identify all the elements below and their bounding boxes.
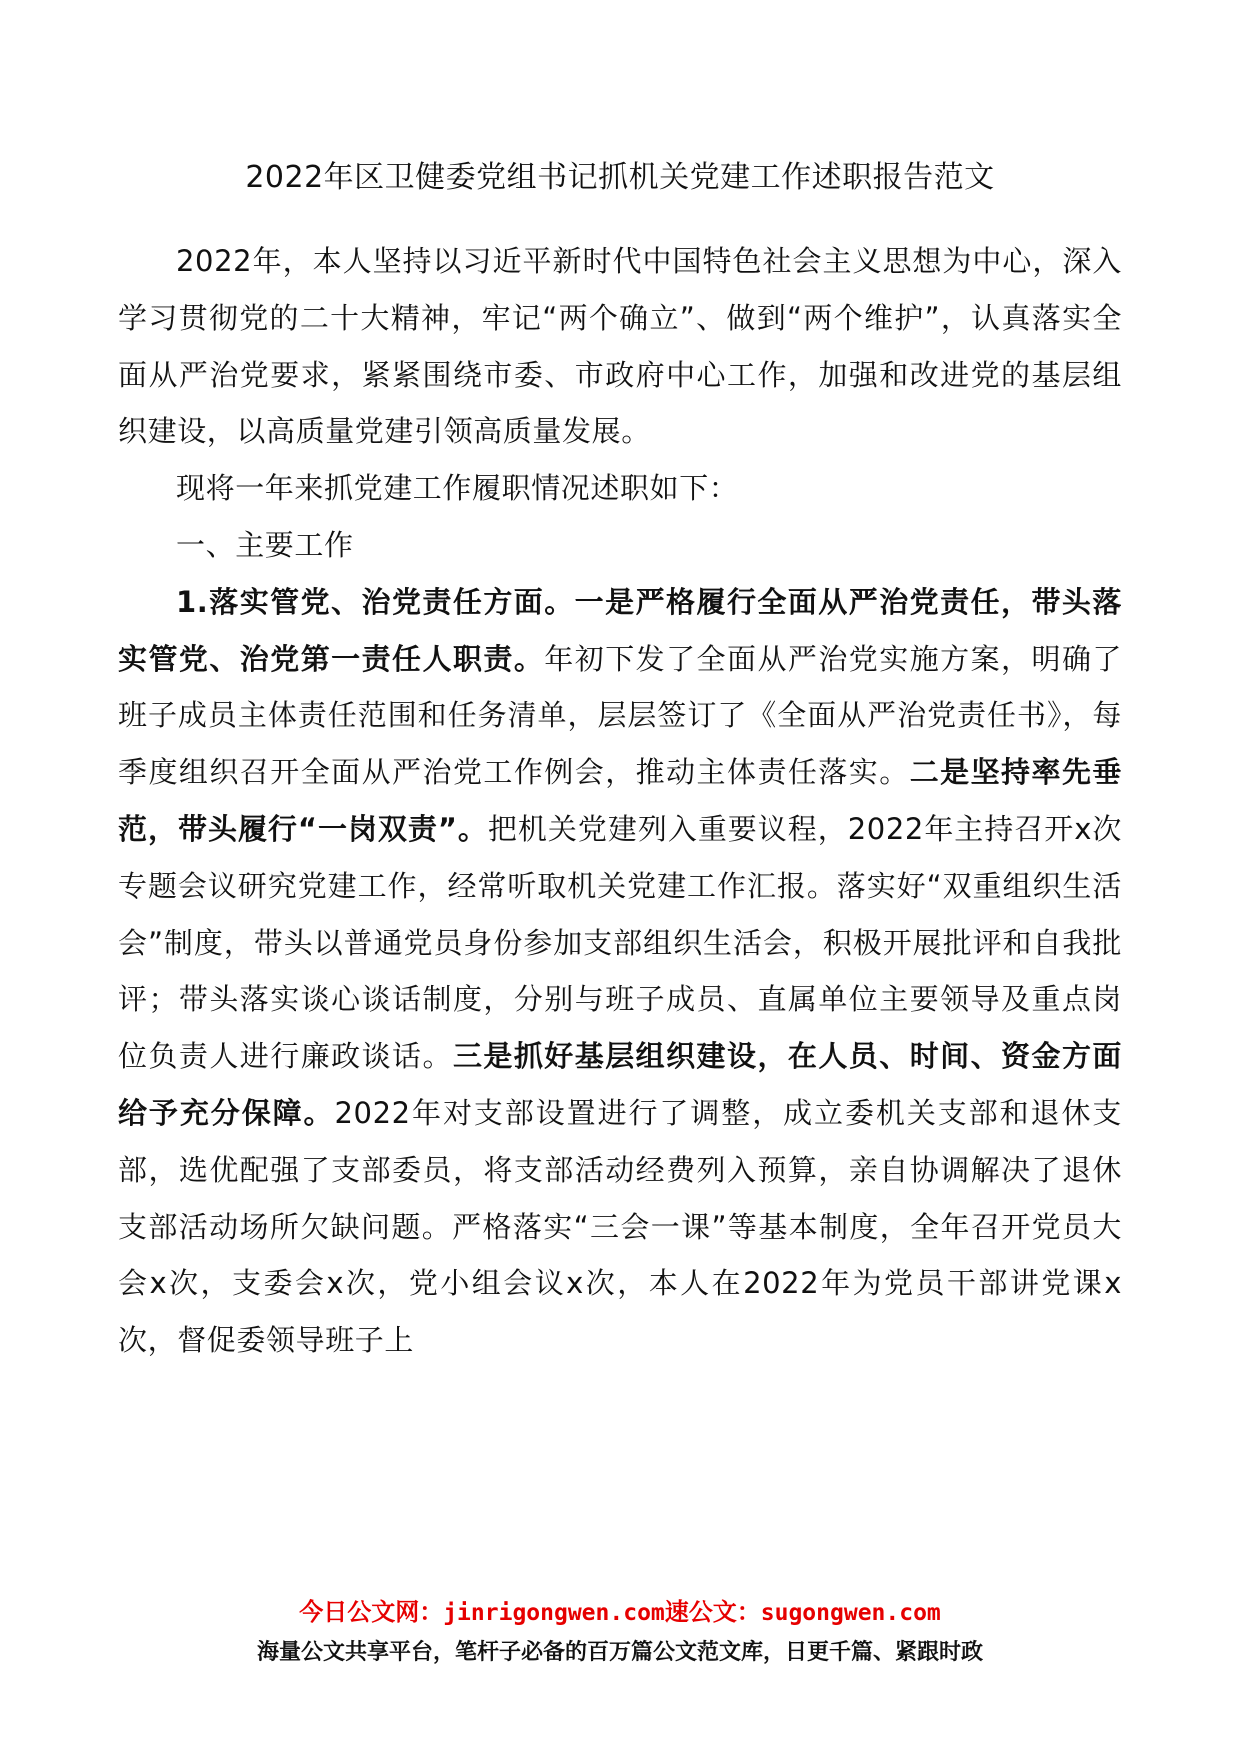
item-1-text-b: 把机关党建列入重要议程，2022年主持召开x次专题会议研究党建工作，经常听取机关党建工作汇报。落实好“双重组织生活会”制度，带头以普通党员身份参加支部组织生活会，积极开展批评和自我批评；带头落实谈心谈话制度，分别与班子成员、直属单位主要领导及重点岗位负责人进行廉政谈话。 [118,811,1122,1074]
document-title: 2022年区卫健委党组书记抓机关党建工作述职报告范文 [245,160,995,195]
section-heading: 一、主要工作 [176,527,354,562]
document-body [118,233,1122,1369]
item-1-bold-third: 三是抓好基层组织建设，在人员、时间、资金方面给予充分保障。 [118,1039,1122,1130]
site1-name: 今日公文网： [299,1598,444,1626]
site2-url-link[interactable]: sugongwen.com [760,1600,941,1626]
footer-slogan: 海量公文共享平台，笔杆子必备的百万篇公文范文库，日更千篇、紧跟时政 [256,1640,983,1665]
site1-url-link[interactable]: jinrigongwen.com [443,1600,665,1626]
footer-site-links [0,1596,1240,1629]
intro-paragraph: 2022年，本人坚持以习近平新时代中国特色社会主义思想为中心，深入学习贯彻党的二十大精神，牢记“两个确立”、做到“两个维护”，认真落实全面从严治党要求，紧紧围绕市委、市政府中心工作，加强和改进党的基层组织建设，以高质量党建引领高质量发展。 [118,244,1122,449]
item-1-text-c: 2022年对支部设置进行了调整，成立委机关支部和退休支部，选优配强了支部委员，将支部活动经费列入预算，亲自协调解决了退休支部活动场所欠缺问题。严格落实“三会一课”等基本制度，全年召开党员大会x次，支委会x次，党小组会议x次，本人在2022年为党员干部讲党课x次，督促委领导班子上 [118,1095,1122,1358]
item-1-paragraph [118,574,1122,1369]
item-1-bold-lead: 1.落实管党、治党责任方面。一是严格履行全面从严治党责任，带头落实管党、治党第一责任人职责。 [118,584,1122,676]
item-1-bold-second: 二是坚持率先垂范，带头履行“一岗双责”。 [118,755,1123,846]
site2-name: 速公文： [664,1598,761,1626]
report-intro-paragraph: 现将一年来抓党建工作履职情况述职如下： [176,471,739,506]
item-1-text-a: 年初下发了全面从严治党实施方案，明确了班子成员主体责任范围和任务清单，层层签订了《全面从严治党责任书》，每季度组织召开全面从严治党工作例会，推动主体责任落实。 [118,641,1122,790]
